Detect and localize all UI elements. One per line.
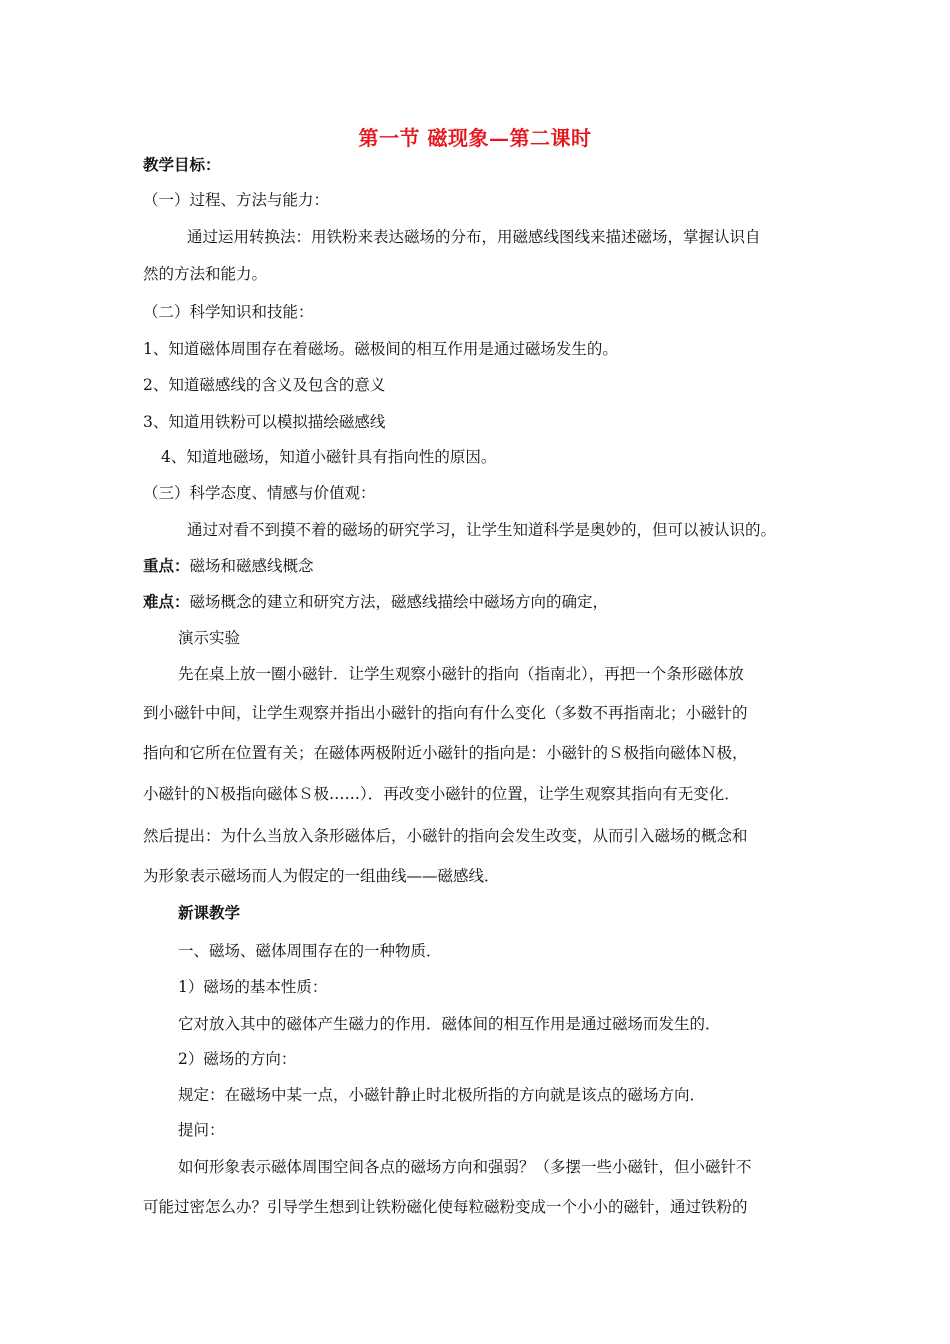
demo-line-3: 指向和它所在位置有关；在磁体两极附近小磁针的指向是：小磁针的Ｓ极指向磁体Ｎ极，: [143, 744, 748, 762]
section2-item-4: 4、知道地磁场，知道小磁针具有指向性的原因。: [161, 448, 497, 466]
lesson-line-2: 1）磁场的基本性质：: [178, 978, 328, 996]
lesson-line-6: 提问：: [178, 1121, 225, 1139]
difficulty-text: 磁场概念的建立和研究方法，磁感线描绘中磁场方向的确定，: [189, 593, 609, 611]
demo-line-1: 先在桌上放一圈小磁针．让学生观察小磁针的指向（指南北），再把一个条形磁体放: [178, 665, 744, 683]
key-point-label: 重点：: [143, 556, 190, 575]
lesson-line-3: 它对放入其中的磁体产生磁力的作用．磁体间的相互作用是通过磁场而发生的．: [178, 1015, 721, 1033]
section2-item-1: 1、知道磁体周围存在着磁场。磁极间的相互作用是通过磁场发生的。: [143, 340, 618, 358]
section1-heading: （一）过程、方法与能力：: [143, 191, 330, 209]
demo-line-4: 小磁针的Ｎ极指向磁体Ｓ极……）．再改变小磁针的位置，让学生观察其指向有无变化．: [143, 785, 740, 803]
document-title: 第一节 磁现象—第二课时: [358, 126, 592, 150]
difficulty: [143, 592, 608, 612]
demo-line-2: 到小磁针中间，让学生观察并指出小磁针的指向有什么变化（多数不再指南北；小磁针的: [143, 704, 748, 722]
question-line-2: 可能过密怎么办？引导学生想到让铁粉磁化使每粒磁粉变成一个小小的磁针，通过铁粉的: [143, 1198, 748, 1216]
section2-item-3: 3、知道用铁粉可以模拟描绘磁感线: [143, 413, 386, 431]
section2-item-2: 2、知道磁感线的含义及包含的意义: [143, 376, 386, 394]
new-lesson-heading: 新课教学: [178, 903, 241, 922]
difficulty-label: 难点：: [143, 592, 190, 611]
question-line-1: 如何形象表示磁体周围空间各点的磁场方向和强弱？（多摆一些小磁针，但小磁针不: [178, 1158, 752, 1176]
section1-text-line1: 通过运用转换法：用铁粉来表达磁场的分布，用磁感线图线来描述磁场，掌握认识自: [187, 228, 761, 246]
key-point-text: 磁场和磁感线概念: [189, 557, 314, 575]
section3-heading: （三）科学态度、情感与价值观：: [143, 484, 376, 502]
key-point: [143, 556, 314, 576]
demo-line-6: 为形象表示磁场而人为假定的一组曲线——磁感线．: [143, 867, 500, 885]
lesson-line-1: 一、磁场、磁体周围存在的一种物质．: [178, 942, 442, 960]
section1-text-line2: 然的方法和能力。: [143, 265, 268, 283]
lesson-line-4: 2）磁场的方向：: [178, 1050, 297, 1068]
demo-heading: 演示实验: [178, 629, 241, 647]
section2-heading: （二）科学知识和技能：: [143, 303, 314, 321]
objectives-heading: 教学目标：: [143, 155, 221, 174]
demo-line-5: 然后提出：为什么当放入条形磁体后，小磁针的指向会发生改变，从而引入磁场的概念和: [143, 827, 748, 845]
lesson-line-5: 规定：在磁场中某一点，小磁针静止时北极所指的方向就是该点的磁场方向．: [178, 1086, 706, 1104]
section3-text: 通过对看不到摸不着的磁场的研究学习，让学生知道科学是奥妙的，但可以被认识的。: [187, 521, 777, 539]
